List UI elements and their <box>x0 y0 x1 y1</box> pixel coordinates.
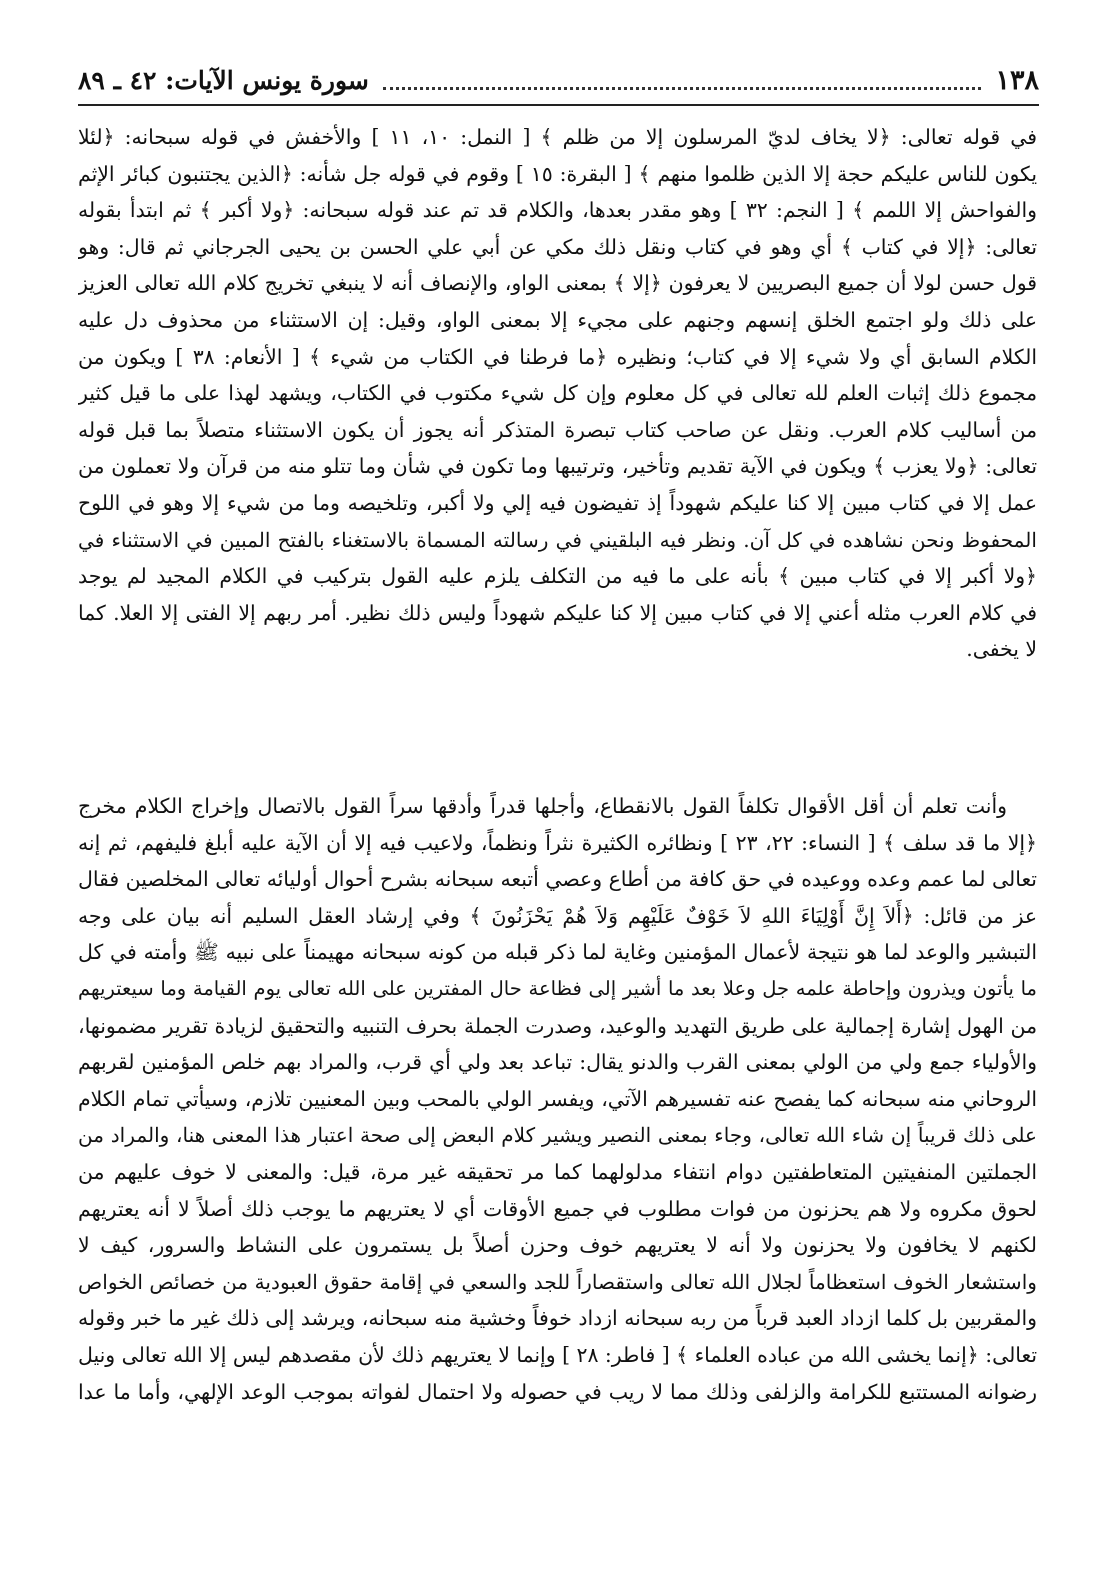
text-line: عز من قائل: ﴿أَلاَ إِنَّ أَوْلِيَاءَ اللهِ لاَ خَوْفٌ عَلَيْهِم وَلاَ هُمْ يَحْزَنُونَ ﴾ وفي إرشاد العقل السليم أنه بيان على وجه <box>78 903 1037 928</box>
text-line: قول حسن لولا أن جميع البصريين لا يعرفون ﴿إلا ﴾ بمعنى الواو، والإنصاف أنه لا ينبغي تخريج كلام الله تعالى العزيز <box>78 271 1037 296</box>
text-line: تعالى لما عمم وعده ووعيده في حق كافة من أطاع وعصي أتبعه سبحانه بشرح أحوال أوليائه تعالى المخلصين فقال <box>78 867 1037 892</box>
text-line: المحفوظ ونحن نشاهده في كل آن. ونظر فيه البلقيني في رسالته المسماة بالاستغناء بالفتح المبين في الاستثناء في <box>78 527 1037 552</box>
text-line: رضوانه المستتبع للكرامة والزلفى وذلك مما لا ريب في حصوله ولا احتمال لفواته بموجب الوعد الإلهي، وأما ما عدا <box>78 1379 1037 1404</box>
text-line: عمل إلا في كتاب مبين إلا كنا عليكم شهوداً إذ تفيضون فيه إلي ولا أكبر، وتلخيصه وما من شيء إلا وهو في اللوح <box>78 490 1037 515</box>
paragraph-2 <box>78 788 1037 1410</box>
text-line: الروحاني منه سبحانه كما يفصح عنه تفسيرهم الآتي، ويفسر الولي بالمحب وبين المعنيين تلازم، وسيأتي تمام الكلام <box>78 1086 1037 1111</box>
text-line: لا يخفى. <box>966 637 1037 662</box>
text-line: يكون للناس عليكم حجة إلا الذين ظلموا منهم ﴾ [ البقرة: ١٥ ] وقوم في قوله جل شأنه: ﴿الذين يجتنبون كبائر الإثم <box>78 161 1037 186</box>
text-line: والمقربين بل كلما ازداد العبد قرباً من ربه سبحانه ازداد خوفاً وخشية منه سبحانه، ويرشد إلى ذلك غير ما خبر وقوله <box>78 1306 1037 1331</box>
text-line: من أساليب كلام العرب. ونقل عن صاحب كتاب تبصرة المتذكر أنه يجوز أن يكون الاستثناء متصلاً بما قبل قوله <box>78 417 1037 442</box>
text-line: في كلام العرب مثله أعني إلا في كتاب مبين إلا كنا عليكم شهوداً وليس ذلك نظير. أمر ربهم إلا الفتى إلا العلا. كما <box>78 600 1037 625</box>
text-line: تعالى: ﴿ولا يعزب ﴾ ويكون في الآية تقديم وتأخير، وترتيبها وما تكون في شأن وما تتلو منه من قرآن ولا تعملون من <box>78 454 1037 479</box>
text-line: والأولياء جمع ولي من الولي بمعنى القرب والدنو يقال: تباعد بعد ولي أي قرب، والمراد بهم خلص المؤمنين لقربهم <box>78 1050 1037 1075</box>
header-rule <box>78 104 1039 106</box>
text-line: الكلام السابق أي ولا شيء إلا في كتاب؛ ونظيره ﴿ما فرطنا في الكتاب من شيء ﴾ [ الأنعام: ٣٨ ] ويكون من <box>78 344 1037 369</box>
page-number: ١٣٨ <box>995 64 1039 96</box>
running-header <box>78 58 1039 102</box>
text-line: في قوله تعالى: ﴿لا يخاف لديّ المرسلون إلا من ظلم ﴾ [ النمل: ١٠، ١١ ] والأخفش في قوله سبحانه: ﴿لئلا <box>78 125 1037 149</box>
text-line: على ذلك قريباً إن شاء الله تعالى، وجاء بمعنى النصير ويشير كلام البعض إلى صحة اعتبار هذا المعنى هنا، والمراد من <box>78 1123 1037 1148</box>
text-line: والفواحش إلا اللمم ﴾ [ النجم: ٣٢ ] وهو مقدر بعدها، والكلام قد تم عند قوله سبحانه: ﴿ولا أكبر ﴾ ثم ابتدأ بقوله <box>78 198 1037 223</box>
text-line: التبشير والوعد لما هو نتيجة لأعمال المؤمنين وغاية لما ذكر قبله من كونه سبحانه مهيمناً على نبيه ﷺ وأمته في كل <box>78 940 1037 965</box>
text-line: الجملتين المنفيتين المتعاطفتين دوام انتفاء مدلولهما كما مر تحقيقه غير مرة، قيل: والمعنى لا خوف عليهم من <box>78 1159 1037 1184</box>
text-line: تعالى: ﴿إلا في كتاب ﴾ أي وهو في كتاب ونقل ذلك مكي عن أبي علي الحسن بن يحيى الجرجاني ثم قال: وهو <box>78 234 1037 259</box>
text-line: ﴿ولا أكبر إلا في كتاب مبين ﴾ بأنه على ما فيه من التكلف يلزم عليه القول بتركيب في الكلام المجيد لم يوجد <box>78 564 1037 589</box>
paragraph-1 <box>78 119 1037 668</box>
text-line: مجموع ذلك إثبات العلم لله تعالى في كل معلوم وإن كل شيء مكتوب في الكتاب، ويشهد لهذا على ما قيل كثير <box>78 381 1037 406</box>
text-line: ﴿إلا ما قد سلف ﴾ [ النساء: ٢٢، ٢٣ ] ونظائره الكثيرة نثراً ونظماً، ولاعيب فيه إلا أن الآية عليه أبلغ فليفهم، ثم إنه <box>78 830 1037 855</box>
text-line: لكنهم لا يخافون ولا يحزنون ولا أنه لا يعتريهم خوف وحزن أصلاً بل يستمرون على النشاط والسرور، كيف لا <box>78 1233 1037 1258</box>
header-dot-leader <box>383 87 982 90</box>
text-line: تعالى: ﴿إنما يخشى الله من عباده العلماء ﴾ [ فاطر: ٢٨ ] وإنما لا يعتريهم ذلك لأن مقصدهم ليس إلا الله تعالى ونيل <box>78 1342 1037 1367</box>
text-line: لحوق مكروه ولا هم يحزنون من فوات مطلوب في جميع الأوقات أي لا يعتريهم ما يوجب ذلك أصلاً لا أنه يعتريهم <box>78 1196 1037 1221</box>
header-title: سورة يونس الآيات: ٤٢ ـ ٨٩ <box>78 65 369 95</box>
text-line: وأنت تعلم أن أقل الأقوال تكلفاً القول بالانقطاع، وأجلها قدراً وأدقها سراً القول بالاتصال وإخراج الكلام مخرج <box>78 794 1007 818</box>
text-line: على ذلك ولو اجتمع الخلق إنسهم وجنهم على مجيء إلا بمعنى الواو، وقيل: إن الاستثناء من محذوف دل عليه <box>78 307 1037 332</box>
text-line: ما يأتون ويذرون وإحاطة علمه جل وعلا بعد ما أشير إلى فظاعة حال المفترين على الله تعالى يوم القيامة وما سيعتريهم <box>78 976 1037 1000</box>
text-line: واستشعار الخوف استعظاماً لجلال الله تعالى واستقصاراً للجد والسعي في إقامة حقوق العبودية من خصائص الخواص <box>78 1269 1037 1294</box>
text-line: من الهول إشارة إجمالية على طريق التهديد والوعيد، وصدرت الجملة بحرف التنبيه والتحقيق لزيادة تقرير مضمونها، <box>78 1013 1037 1038</box>
